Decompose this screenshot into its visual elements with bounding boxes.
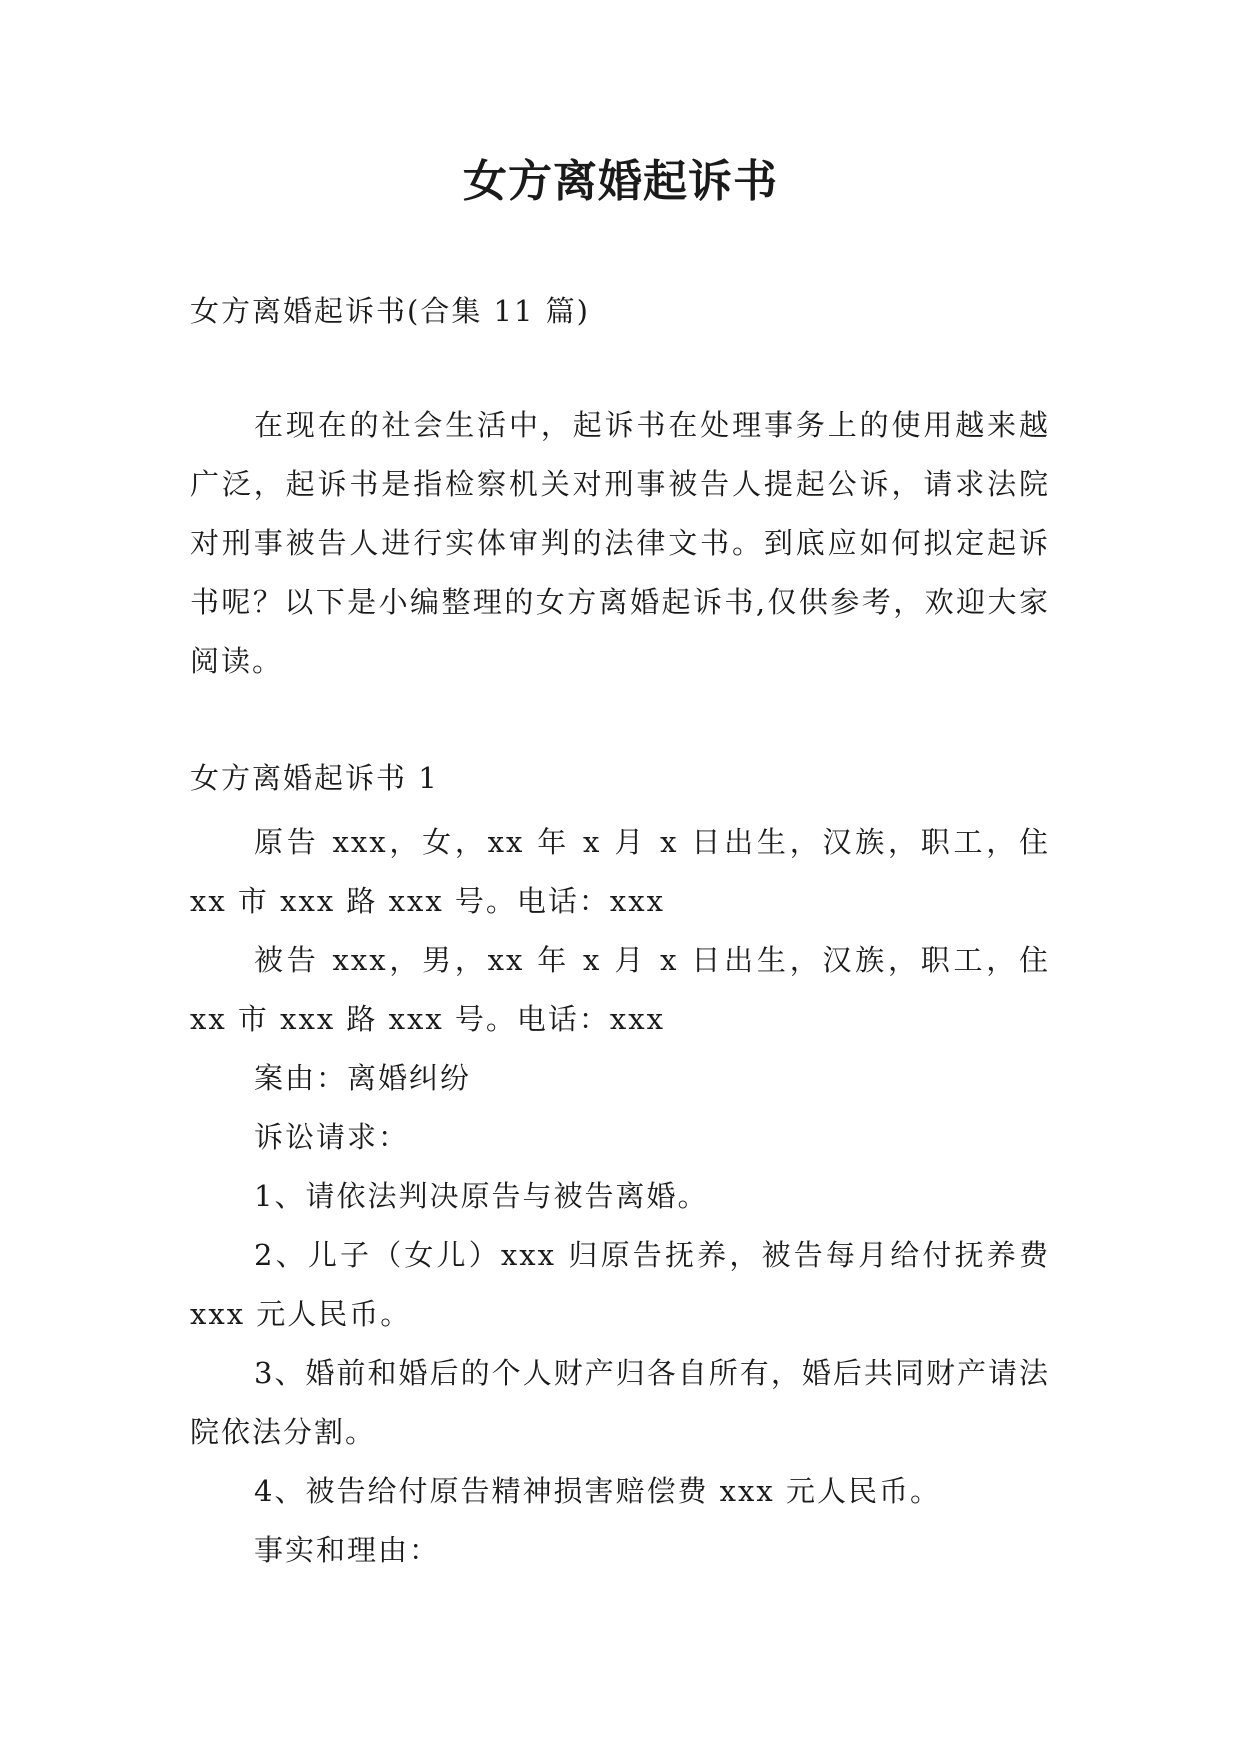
plaintiff-paragraph: 原告 xxx，女，xx 年 x 月 x 日出生，汉族，职工，住 xx 市 xxx 路 xxx 号。电话：xxx: [190, 825, 1050, 918]
document-title: 女方离婚起诉书: [463, 156, 778, 207]
defendant-paragraph: 被告 xxx，男，xx 年 x 月 x 日出生，汉族，职工，住 xx 市 xxx 路 xxx 号。电话：xxx: [190, 943, 1050, 1036]
document-body: [190, 290, 1050, 1580]
document-subtitle: 女方离婚起诉书(合集 11 篇): [190, 294, 590, 328]
section-heading: 女方离婚起诉书 1: [190, 761, 439, 795]
claim-item-2: 2、儿子（女儿）xxx 归原告抚养，被告每月给付抚养费 xxx 元人民币。: [190, 1238, 1050, 1331]
facts-label: 事实和理由：: [254, 1533, 441, 1567]
claims-label: 诉讼请求：: [254, 1120, 410, 1154]
claim-item-1: 1、请依法判决原告与被告离婚。: [254, 1179, 709, 1213]
claim-item-4: 4、被告给付原告精神损害赔偿费 xxx 元人民币。: [254, 1474, 941, 1508]
intro-paragraph: 在现在的社会生活中，起诉书在处理事务上的使用越来越广泛，起诉书是指检察机关对刑事被告人提起公诉，请求法院对刑事被告人进行实体审判的法律文书。到底应如何拟定起诉书呢？以下是小编整理的女方离婚起诉书,仅供参考，欢迎大家阅读。: [190, 408, 1050, 678]
cause-line: 案由：离婚纠纷: [254, 1061, 472, 1095]
claim-item-3: 3、婚前和婚后的个人财产归各自所有，婚后共同财产请法院依法分割。: [190, 1356, 1050, 1449]
